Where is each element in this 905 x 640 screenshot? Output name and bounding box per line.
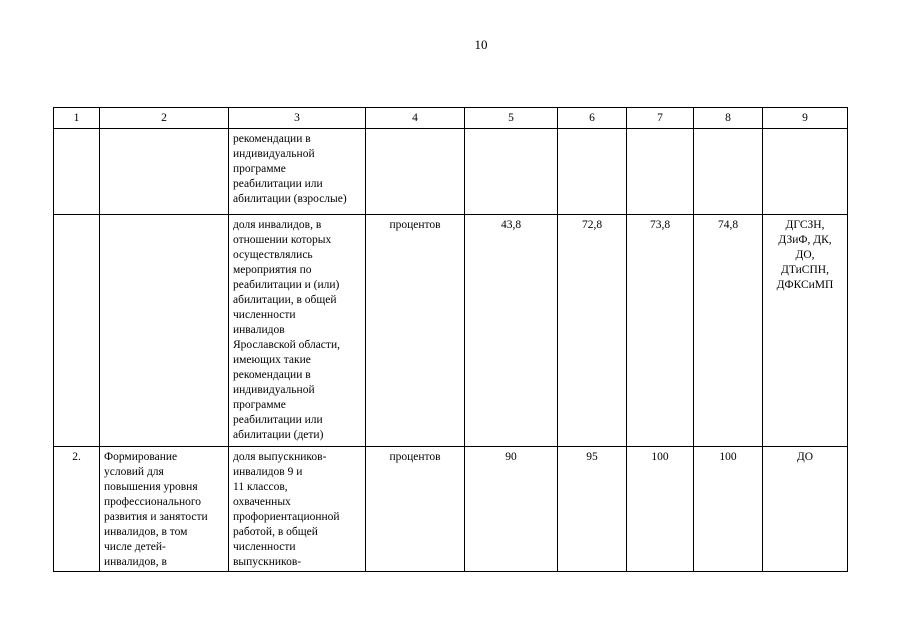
indicators-table [53, 107, 848, 572]
table-row [54, 447, 848, 572]
header-cell: 6 [558, 108, 627, 129]
table-row [54, 129, 848, 215]
measure-text: Формирование условий для повышения уровня профессионального развития и занятости инвалидов, в том числе детей- инвалидов, в [104, 451, 208, 568]
executors-cell: ДО [763, 447, 848, 572]
value-cell: 100 [694, 447, 763, 572]
header-cell: 9 [763, 108, 848, 129]
measure-cell [100, 129, 229, 215]
header-cell: 4 [366, 108, 465, 129]
executors-cell [763, 129, 848, 215]
value-cell: 73,8 [627, 215, 694, 447]
row-number-cell [54, 129, 100, 215]
measure-cell [100, 447, 229, 572]
value-cell [694, 129, 763, 215]
value-cell: 90 [465, 447, 558, 572]
indicator-text: доля выпускников- инвалидов 9 и 11 классов, охваченных профориентационной работой, в общей численности выпускников- [233, 451, 340, 568]
unit-cell: процентов [366, 215, 465, 447]
header-cell: 7 [627, 108, 694, 129]
value-cell [627, 129, 694, 215]
value-cell: 43,8 [465, 215, 558, 447]
indicator-cell [229, 447, 366, 572]
value-cell: 74,8 [694, 215, 763, 447]
row-number-cell: 2. [54, 447, 100, 572]
unit-cell [366, 129, 465, 215]
page-number: 10 [474, 37, 488, 52]
header-cell: 5 [465, 108, 558, 129]
indicator-cell: доля инвалидов, в отношении которых осуществлялись мероприятия по реабилитации и (или) абилитации, в общей численности инвалидов Ярославской области, имеющих такие рекомендации в индивидуальной программе реабилитации или абилитации (дети) [229, 215, 366, 447]
header-cell: 1 [54, 108, 100, 129]
measure-cell [100, 215, 229, 447]
table-row [54, 215, 848, 447]
value-cell [558, 129, 627, 215]
table-header-row [54, 108, 848, 129]
row-number-cell [54, 215, 100, 447]
header-cell: 2 [100, 108, 229, 129]
header-cell: 3 [229, 108, 366, 129]
value-cell: 95 [558, 447, 627, 572]
header-cell: 8 [694, 108, 763, 129]
executors-cell: ДГСЗН, ДЗиФ, ДК, ДО, ДТиСПН, ДФКСиМП [763, 215, 848, 447]
value-cell [465, 129, 558, 215]
indicator-cell: рекомендации в индивидуальной программе реабилитации или абилитации (взрослые) [229, 129, 366, 215]
unit-cell: процентов [366, 447, 465, 572]
value-cell: 72,8 [558, 215, 627, 447]
value-cell: 100 [627, 447, 694, 572]
